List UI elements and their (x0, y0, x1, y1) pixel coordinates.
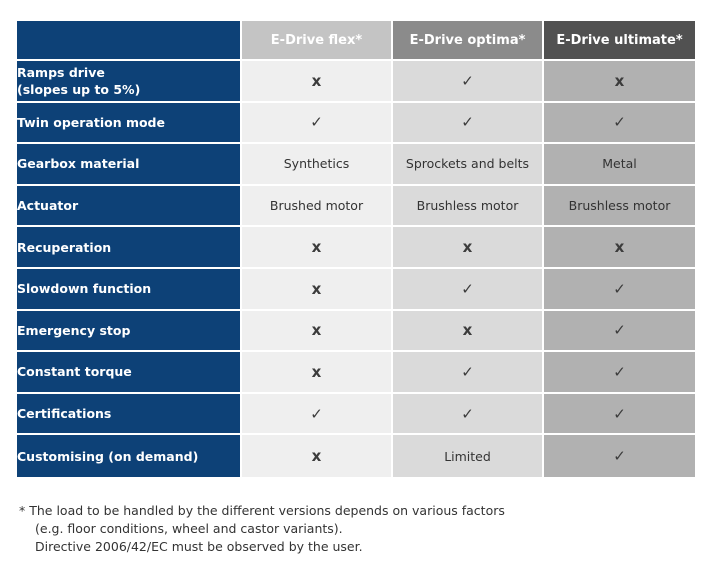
check-icon: ✓ (613, 362, 626, 381)
row-label (17, 435, 242, 477)
comparison-table (17, 21, 695, 477)
row-label (17, 352, 242, 394)
check-icon: ✓ (461, 279, 474, 298)
footnote-line: * The load to be handled by the different versions depends on various factors (19, 503, 505, 518)
check-icon: ✓ (613, 447, 626, 466)
cell-optima (393, 352, 544, 394)
footnote-line: Directive 2006/42/EC must be observed by the user. (35, 539, 363, 554)
table-row (17, 435, 695, 477)
check-icon: ✓ (461, 362, 474, 381)
row-label (17, 394, 242, 436)
row-label-line: (slopes up to 5%) (17, 81, 141, 97)
row-label-line: Certifications (17, 406, 112, 422)
footnote (19, 502, 699, 556)
table-row (17, 311, 695, 353)
cell-flex (242, 352, 393, 394)
cell-ultimate (544, 61, 695, 103)
check-icon: ✓ (613, 321, 626, 340)
row-label-line: Emergency stop (17, 322, 131, 338)
check-icon: ✓ (613, 279, 626, 298)
column-header-optima: E-Drive optima* (393, 21, 544, 61)
cell-optima (393, 435, 544, 477)
cell-value: Brushed motor (269, 198, 364, 214)
check-icon: ✓ (310, 113, 323, 132)
cell-flex (242, 186, 393, 228)
row-label-line: Recuperation (17, 239, 112, 255)
cross-icon: x (614, 71, 625, 90)
check-icon: ✓ (613, 113, 626, 132)
cross-icon: x (462, 238, 473, 257)
row-label-line: Slowdown function (17, 281, 152, 297)
row-label-line: Twin operation mode (17, 114, 165, 130)
cross-icon: x (311, 279, 322, 298)
row-label (17, 61, 242, 103)
cell-optima (393, 186, 544, 228)
cross-icon: x (614, 238, 625, 257)
cell-optima (393, 144, 544, 186)
check-icon: ✓ (461, 113, 474, 132)
table-row (17, 61, 695, 103)
cell-flex (242, 394, 393, 436)
table-row (17, 352, 695, 394)
cell-value: Synthetics (283, 156, 350, 172)
table-row (17, 186, 695, 228)
row-label-line: Ramps drive (17, 64, 105, 80)
cell-ultimate (544, 352, 695, 394)
cross-icon: x (311, 321, 322, 340)
cross-icon: x (311, 238, 322, 257)
check-icon: ✓ (310, 404, 323, 423)
cell-value: Brushless motor (568, 198, 671, 214)
cell-flex (242, 103, 393, 145)
cell-optima (393, 394, 544, 436)
row-label-line: Actuator (17, 198, 79, 214)
table-row (17, 103, 695, 145)
cell-value: Sprockets and belts (405, 156, 530, 172)
header-row (17, 21, 695, 61)
row-label (17, 311, 242, 353)
cell-flex (242, 311, 393, 353)
column-header-flex: E-Drive flex* (242, 21, 393, 61)
cell-ultimate (544, 435, 695, 477)
row-label (17, 227, 242, 269)
cell-ultimate (544, 269, 695, 311)
row-label (17, 103, 242, 145)
cell-ultimate (544, 227, 695, 269)
cross-icon: x (311, 447, 322, 466)
cell-value: Brushless motor (416, 198, 519, 214)
cell-ultimate (544, 144, 695, 186)
table-row (17, 269, 695, 311)
table-row (17, 144, 695, 186)
row-label-line: Gearbox material (17, 156, 140, 172)
check-icon: ✓ (461, 404, 474, 423)
cross-icon: x (311, 362, 322, 381)
table-body (17, 61, 695, 477)
cell-ultimate (544, 103, 695, 145)
cell-flex (242, 269, 393, 311)
cell-flex (242, 435, 393, 477)
row-label-line: Customising (on demand) (17, 448, 199, 464)
row-label (17, 269, 242, 311)
cell-value: Limited (444, 448, 491, 464)
cell-value: Metal (602, 156, 637, 172)
cell-flex (242, 61, 393, 103)
check-icon: ✓ (461, 71, 474, 90)
cell-ultimate (544, 186, 695, 228)
cell-ultimate (544, 311, 695, 353)
row-label (17, 186, 242, 228)
column-header-ultimate: E-Drive ultimate* (544, 21, 695, 61)
cross-icon: x (462, 321, 473, 340)
cell-optima (393, 227, 544, 269)
cell-flex (242, 144, 393, 186)
cell-optima (393, 103, 544, 145)
footnote-line: (e.g. floor conditions, wheel and castor variants). (35, 521, 343, 536)
check-icon: ✓ (613, 404, 626, 423)
cell-optima (393, 311, 544, 353)
header-corner-cell (17, 21, 242, 61)
cross-icon: x (311, 71, 322, 90)
row-label (17, 144, 242, 186)
table-row (17, 227, 695, 269)
cell-ultimate (544, 394, 695, 436)
cell-optima (393, 269, 544, 311)
cell-optima (393, 61, 544, 103)
cell-flex (242, 227, 393, 269)
row-label-line: Constant torque (17, 364, 132, 380)
table-row (17, 394, 695, 436)
